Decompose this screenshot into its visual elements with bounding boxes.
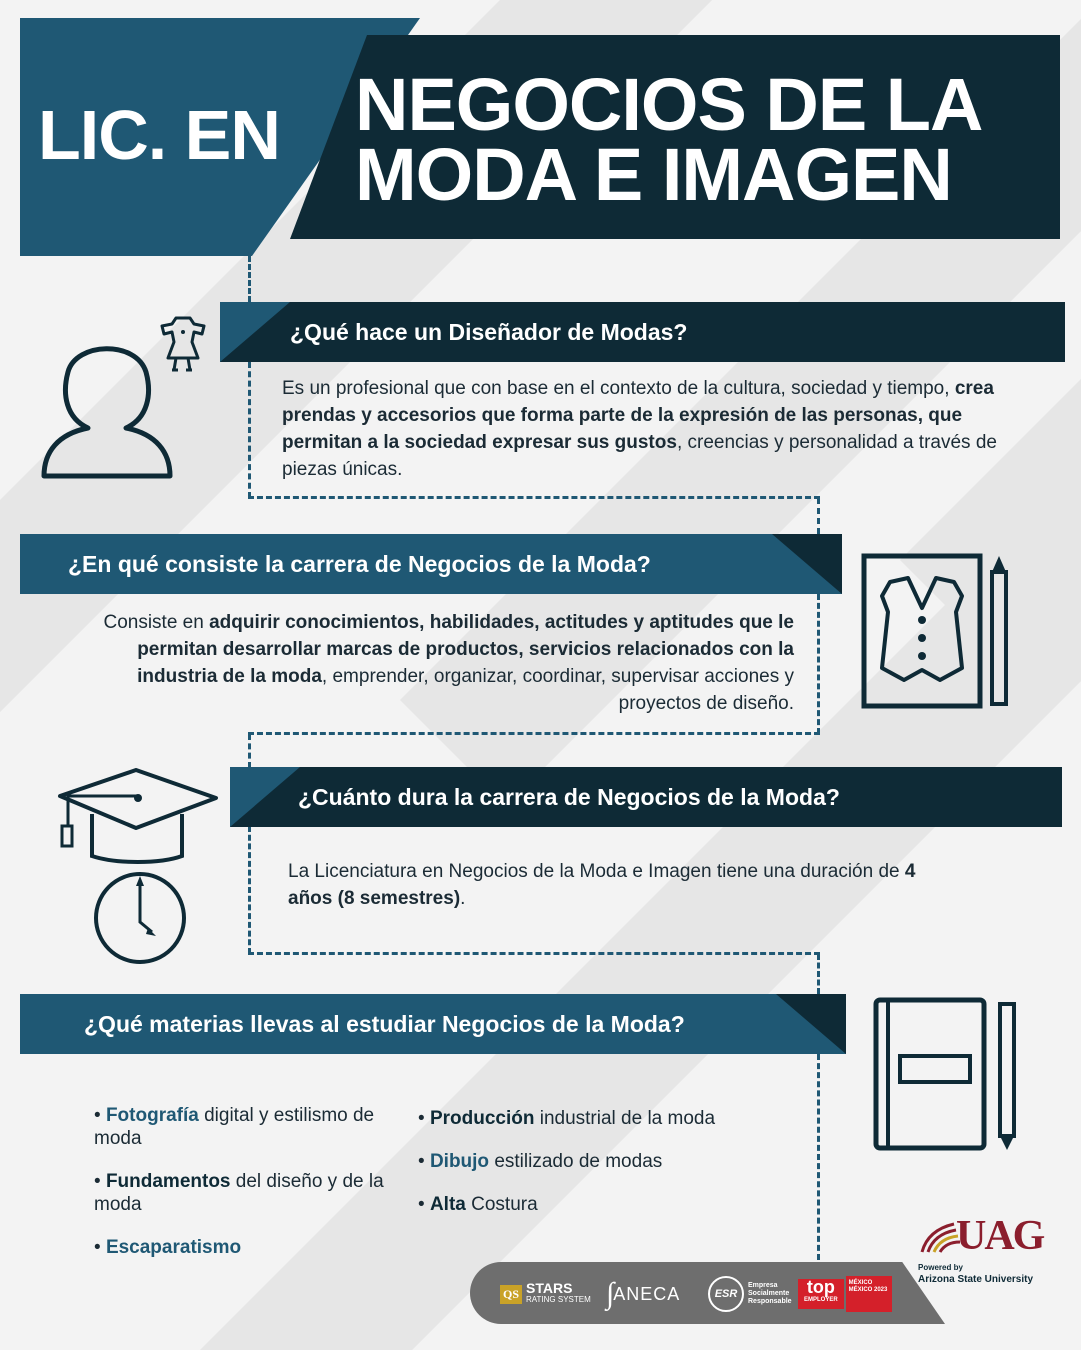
subject-item: • Dibujo estilizado de modas <box>418 1151 663 1172</box>
section-1-bar <box>220 302 1065 362</box>
section-1-text-a: Es un profesional que con base en el contexto de la cultura, sociedad y tiempo, <box>282 378 955 399</box>
section-2-text <box>100 609 794 717</box>
subject-rest: estilizado de modas <box>489 1151 663 1172</box>
subject-item: • Escaparatismo <box>94 1237 242 1258</box>
connector <box>817 594 820 734</box>
connector <box>248 256 251 302</box>
subject-bold: Dibujo <box>429 1151 490 1172</box>
connector <box>248 732 820 735</box>
notebook-icon <box>870 996 1030 1152</box>
connector <box>248 734 251 768</box>
aneca-logo: ∫ ANECA <box>606 1277 681 1310</box>
header-line-2: MODA E IMAGEN <box>355 133 952 216</box>
stars-label: STARS <box>526 1280 573 1296</box>
header-left-title: LIC. EN <box>38 96 280 174</box>
connector <box>248 362 251 498</box>
subject-bold: Producción <box>429 1108 535 1129</box>
section-3-text <box>288 858 928 912</box>
subject-rest: digital y estilismo de moda <box>94 1105 375 1149</box>
connector <box>817 1054 820 1260</box>
header-line-1: NEGOCIOS DE LA <box>355 63 983 146</box>
top-country: MÉXICO MÉXICO 2023 <box>846 1276 892 1312</box>
section-3-bar <box>230 767 1062 827</box>
section-2-text-bold: adquirir conocimientos, habilidades, actitudes y aptitudes que le permitan desarrollar marcas de productos, servicios relacionados con la industria de la moda <box>137 612 794 687</box>
section-4-title: ¿Qué materias llevas al estudiar Negocios de la Moda? <box>84 1010 685 1037</box>
subject-bold: Fotografía <box>105 1105 199 1126</box>
subject-item: • Fundamentos del diseño y de la moda <box>94 1171 384 1215</box>
subject-item: • Alta Costura <box>418 1194 538 1215</box>
subject-rest: del diseño y de la moda <box>94 1171 384 1215</box>
top-employer-logo <box>798 1272 892 1316</box>
connector <box>248 952 820 955</box>
asu-label: Arizona State University <box>918 1274 1034 1285</box>
aneca-label: ANECA <box>613 1283 681 1304</box>
asu-credit <box>918 1262 1033 1286</box>
top-sub: EMPLOYER <box>804 1297 838 1303</box>
subject-rest: industrial de la moda <box>534 1108 716 1129</box>
connector <box>817 498 820 534</box>
subject-item: • Fotografía digital y estilismo de moda <box>94 1105 375 1149</box>
section-1-text-bold: crea prendas y accesorios que forma parte de la expresión de las personas, que permitan a la sociedad expresar sus gustos <box>282 378 994 453</box>
dress-icon <box>158 312 208 376</box>
subject-bold: Escaparatismo <box>105 1237 242 1258</box>
section-2-text-b: , emprender, organizar, coordinar, supervisar acciones y proyectos de diseño. <box>321 666 794 714</box>
connector <box>248 496 820 499</box>
subject-item: • Producción industrial de la moda <box>418 1108 716 1129</box>
section-2-text-a: Consiste en <box>103 612 210 633</box>
section-2-title: ¿En qué consiste la carrera de Negocios de la Moda? <box>68 550 651 577</box>
connector <box>248 826 251 954</box>
section-3-text-a: La Licenciatura en Negocios de la Moda e Imagen tiene una duración de <box>288 861 905 882</box>
uag-label: UAG <box>956 1213 1044 1259</box>
header-right-title <box>355 63 983 216</box>
section-3-text-bold: 4 años (8 semestres) <box>288 861 916 909</box>
subject-bold: Alta <box>429 1194 466 1215</box>
subjects-left <box>94 1104 394 1279</box>
qs-stars-logo <box>500 1272 591 1316</box>
qs-label: QS <box>500 1285 522 1304</box>
stars-sub: RATING SYSTEM <box>526 1295 591 1304</box>
subjects-right <box>418 1107 808 1236</box>
section-2-bar <box>20 534 842 594</box>
section-3-text-b: . <box>460 888 466 909</box>
section-4-bar <box>20 994 846 1054</box>
esr-logo <box>708 1272 792 1316</box>
subject-rest: Costura <box>465 1194 538 1215</box>
esr-label: ESR <box>708 1276 744 1312</box>
section-3-title: ¿Cuánto dura la carrera de Negocios de la Moda? <box>298 783 840 810</box>
vest-sketch-icon <box>858 552 1018 712</box>
graduation-cap-icon <box>56 768 220 964</box>
section-1-text-b: , creencias y personalidad a través de piezas únicas. <box>282 432 997 480</box>
person-icon <box>38 328 178 480</box>
section-1-text <box>282 375 1022 483</box>
subject-bold: Fundamentos <box>105 1171 231 1192</box>
powered-by: Powered by <box>918 1263 963 1272</box>
esr-sub: Empresa Socialmente Responsable <box>748 1282 792 1305</box>
connector <box>817 954 820 994</box>
top-label: top <box>806 1277 835 1297</box>
section-1-title: ¿Qué hace un Diseñador de Modas? <box>290 318 688 345</box>
